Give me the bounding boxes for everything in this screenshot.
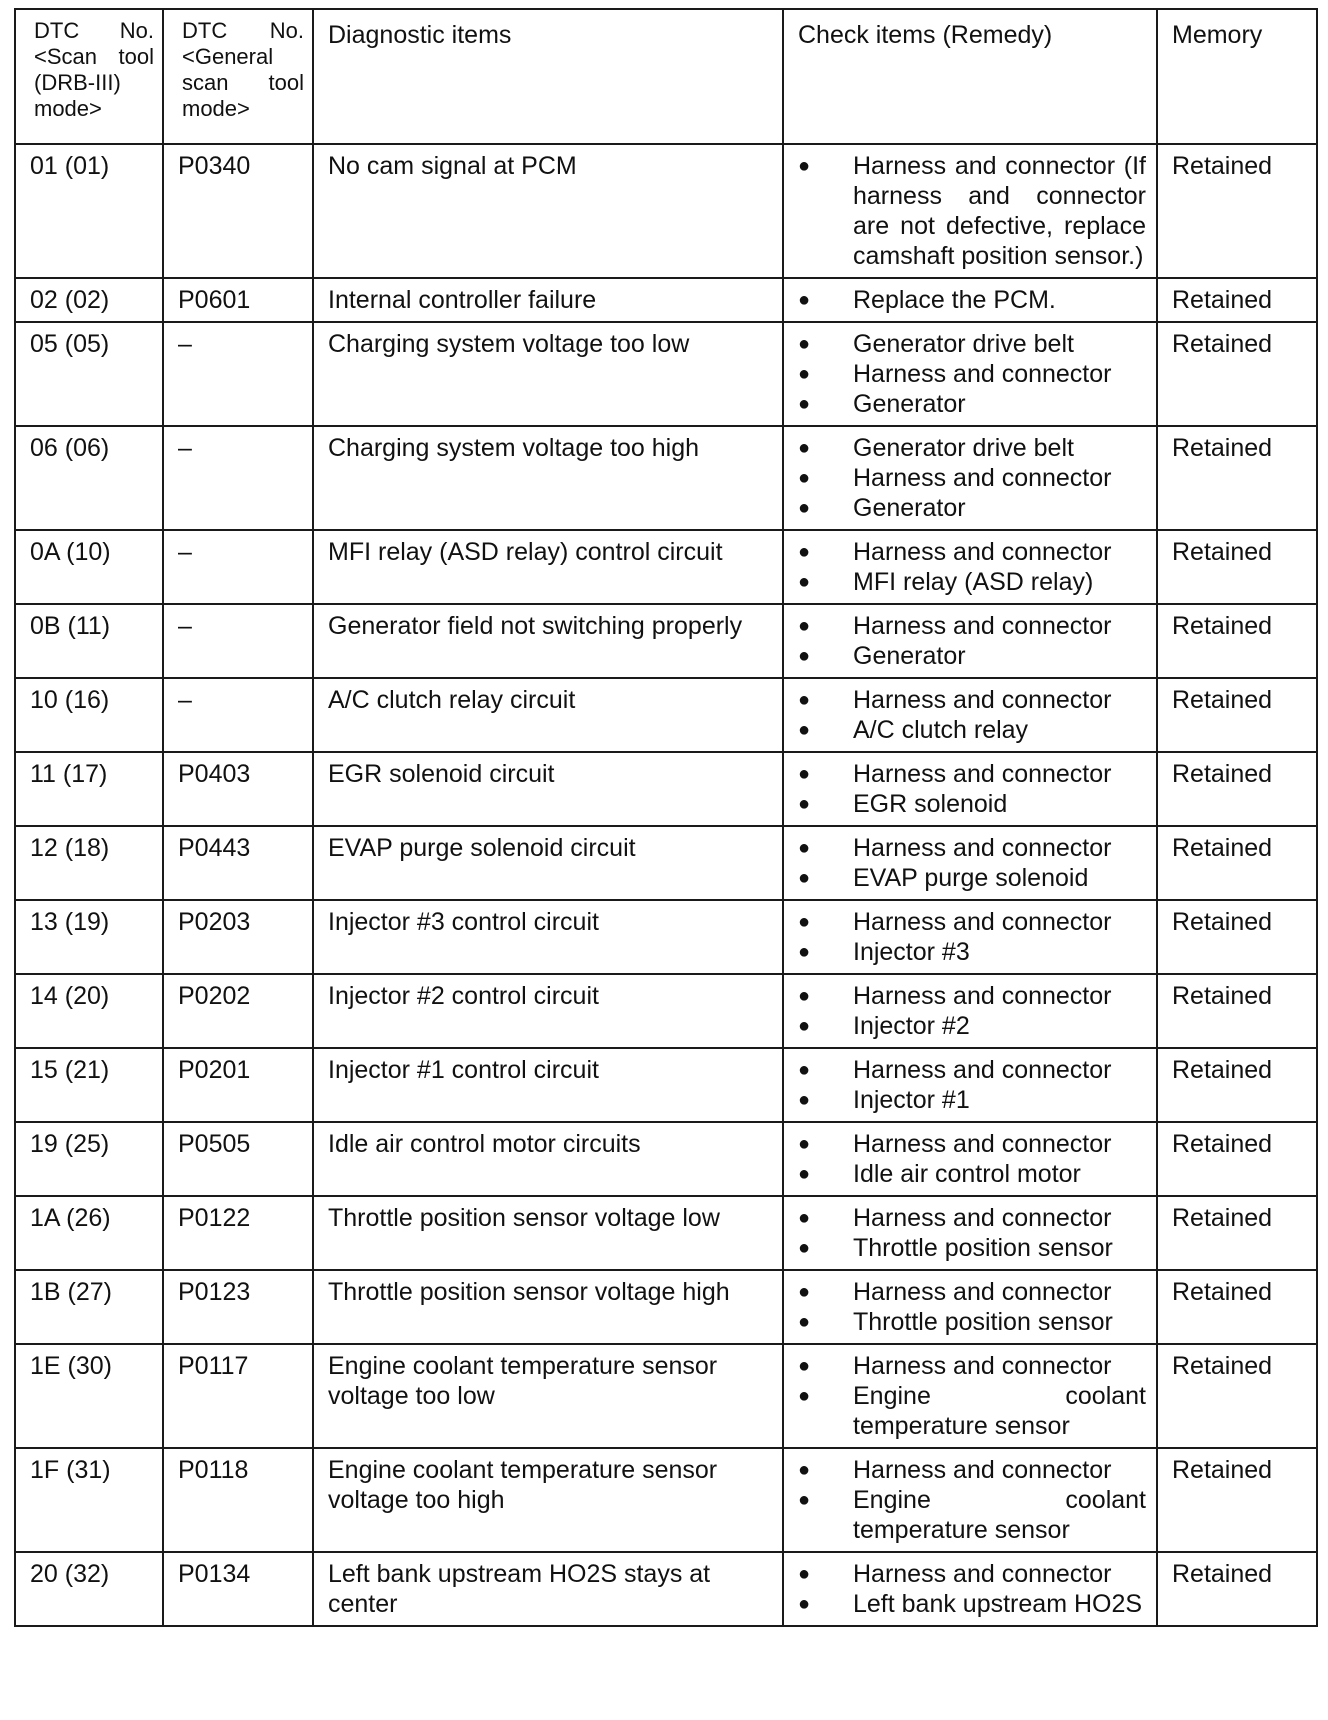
- dtc-code-cell: 01 (01): [15, 144, 163, 278]
- check-items-cell: [783, 1270, 1157, 1344]
- check-item: ● Harness and connector: [798, 685, 1146, 715]
- table-row: [15, 1344, 1317, 1448]
- dtc-code-cell: 02 (02): [15, 278, 163, 322]
- check-item: ● Harness and connector: [798, 611, 1146, 641]
- memory-cell: Retained: [1157, 1552, 1317, 1626]
- dtc-code-cell: 14 (20): [15, 974, 163, 1048]
- memory-cell: Retained: [1157, 144, 1317, 278]
- memory-cell: Retained: [1157, 1270, 1317, 1344]
- check-item: ● Harness and connector: [798, 981, 1146, 1011]
- check-items-list: [798, 1559, 1146, 1619]
- obd-code-cell: P0203: [163, 900, 313, 974]
- check-item: ● Harness and connector: [798, 537, 1146, 567]
- diagnostic-item-cell: Charging system voltage too high: [313, 426, 783, 530]
- check-item: ● Generator drive belt: [798, 329, 1146, 359]
- obd-code-cell: P0403: [163, 752, 313, 826]
- memory-cell: Retained: [1157, 974, 1317, 1048]
- memory-cell: Retained: [1157, 826, 1317, 900]
- check-item: ● EVAP purge solenoid: [798, 863, 1146, 893]
- diagnostic-item-cell: Injector #3 control circuit: [313, 900, 783, 974]
- diagnostic-item-cell: EVAP purge solenoid circuit: [313, 826, 783, 900]
- obd-code-cell: –: [163, 604, 313, 678]
- check-item: ● Harness and connector: [798, 1351, 1146, 1381]
- obd-code-cell: P0134: [163, 1552, 313, 1626]
- dtc-code-cell: 0B (11): [15, 604, 163, 678]
- obd-code-cell: P0443: [163, 826, 313, 900]
- check-item: ● Harness and connector: [798, 359, 1146, 389]
- dtc-code-cell: 15 (21): [15, 1048, 163, 1122]
- dtc-code-cell: 11 (17): [15, 752, 163, 826]
- check-items-cell: [783, 752, 1157, 826]
- memory-cell: Retained: [1157, 1122, 1317, 1196]
- check-items-cell: [783, 1344, 1157, 1448]
- check-items-list: [798, 833, 1146, 893]
- diagnostic-item-cell: Internal controller failure: [313, 278, 783, 322]
- diagnostic-item-cell: Generator field not switching properly: [313, 604, 783, 678]
- dtc-code-cell: 0A (10): [15, 530, 163, 604]
- obd-code-cell: P0118: [163, 1448, 313, 1552]
- check-item: ● Engine coolant temperature sensor: [798, 1485, 1146, 1545]
- check-items-list: [798, 981, 1146, 1041]
- dtc-code-cell: 20 (32): [15, 1552, 163, 1626]
- obd-code-cell: –: [163, 322, 313, 426]
- dtc-code-cell: 13 (19): [15, 900, 163, 974]
- check-item: ● Injector #1: [798, 1085, 1146, 1115]
- dtc-code-cell: 1E (30): [15, 1344, 163, 1448]
- check-item: ● Generator: [798, 389, 1146, 419]
- check-items-cell: [783, 1552, 1157, 1626]
- table-row: [15, 752, 1317, 826]
- check-item: ● Harness and connector: [798, 1277, 1146, 1307]
- check-items-list: [798, 537, 1146, 597]
- table-row: [15, 900, 1317, 974]
- check-item: ● Harness and connector: [798, 833, 1146, 863]
- check-item: ● Harness and connector: [798, 1455, 1146, 1485]
- check-items-cell: [783, 144, 1157, 278]
- table-row: [15, 530, 1317, 604]
- check-items-list: [798, 685, 1146, 745]
- check-item: ● EGR solenoid: [798, 789, 1146, 819]
- header-check-items: Check items (Remedy): [783, 9, 1157, 144]
- check-item: ● Injector #2: [798, 1011, 1146, 1041]
- obd-code-cell: –: [163, 530, 313, 604]
- dtc-code-cell: 1F (31): [15, 1448, 163, 1552]
- check-items-list: [798, 759, 1146, 819]
- diagnostic-item-cell: EGR solenoid circuit: [313, 752, 783, 826]
- diagnostic-item-cell: Throttle position sensor voltage low: [313, 1196, 783, 1270]
- check-items-list: [798, 1455, 1146, 1545]
- check-items-list: [798, 1203, 1146, 1263]
- diagnostic-item-cell: No cam signal at PCM: [313, 144, 783, 278]
- diagnostic-item-cell: Left bank upstream HO2S stays at center: [313, 1552, 783, 1626]
- obd-code-cell: P0340: [163, 144, 313, 278]
- dtc-code-cell: 1A (26): [15, 1196, 163, 1270]
- check-items-list: [798, 1129, 1146, 1189]
- check-item: ● Harness and connector: [798, 759, 1146, 789]
- memory-cell: Retained: [1157, 752, 1317, 826]
- dtc-code-cell: 1B (27): [15, 1270, 163, 1344]
- check-item: ● Idle air control motor: [798, 1159, 1146, 1189]
- check-items-list: [798, 151, 1146, 271]
- check-item: ● Injector #3: [798, 937, 1146, 967]
- dtc-code-cell: 19 (25): [15, 1122, 163, 1196]
- check-items-cell: [783, 322, 1157, 426]
- check-items-list: [798, 907, 1146, 967]
- check-items-cell: [783, 974, 1157, 1048]
- diagnostic-item-cell: Charging system voltage too low: [313, 322, 783, 426]
- dtc-table: [14, 8, 1318, 1627]
- check-items-cell: [783, 278, 1157, 322]
- obd-code-cell: P0123: [163, 1270, 313, 1344]
- memory-cell: Retained: [1157, 1344, 1317, 1448]
- check-item: ● Generator: [798, 641, 1146, 671]
- obd-code-cell: P0202: [163, 974, 313, 1048]
- memory-cell: Retained: [1157, 1048, 1317, 1122]
- check-item: ● Generator drive belt: [798, 433, 1146, 463]
- diagnostic-item-cell: Injector #1 control circuit: [313, 1048, 783, 1122]
- check-item: ● Engine coolant temperature sensor: [798, 1381, 1146, 1441]
- check-items-cell: [783, 900, 1157, 974]
- table-row: [15, 826, 1317, 900]
- table-body: [15, 144, 1317, 1626]
- check-items-cell: [783, 1448, 1157, 1552]
- table-row: [15, 1448, 1317, 1552]
- check-items-cell: [783, 1122, 1157, 1196]
- obd-code-cell: –: [163, 426, 313, 530]
- memory-cell: Retained: [1157, 322, 1317, 426]
- obd-code-cell: P0122: [163, 1196, 313, 1270]
- diagnostic-item-cell: Injector #2 control circuit: [313, 974, 783, 1048]
- check-item: ● Harness and connector: [798, 1055, 1146, 1085]
- table-row: [15, 1196, 1317, 1270]
- memory-cell: Retained: [1157, 604, 1317, 678]
- table-row: [15, 144, 1317, 278]
- header-dtc-scan-tool: DTC No. <Scan tool (DRB-III) mode>: [15, 9, 163, 144]
- header-diagnostic-items: Diagnostic items: [313, 9, 783, 144]
- memory-cell: Retained: [1157, 1448, 1317, 1552]
- check-items-list: [798, 1351, 1146, 1441]
- dtc-code-cell: 05 (05): [15, 322, 163, 426]
- check-items-cell: [783, 604, 1157, 678]
- obd-code-cell: P0505: [163, 1122, 313, 1196]
- table-row: [15, 678, 1317, 752]
- diagnostic-item-cell: A/C clutch relay circuit: [313, 678, 783, 752]
- check-item: ● Harness and connector (If harness and connector are not defective, replace camshaft position sensor.): [798, 151, 1146, 271]
- diagnostic-item-cell: MFI relay (ASD relay) control circuit: [313, 530, 783, 604]
- header-dtc-general-scan-tool: DTC No. <General scan tool mode>: [163, 9, 313, 144]
- diagnostic-item-cell: Engine coolant temperature sensor voltage too low: [313, 1344, 783, 1448]
- check-items-list: [798, 285, 1146, 315]
- table-row: [15, 322, 1317, 426]
- memory-cell: Retained: [1157, 530, 1317, 604]
- check-item: ● Harness and connector: [798, 1559, 1146, 1589]
- check-item: ● A/C clutch relay: [798, 715, 1146, 745]
- table-row: [15, 1048, 1317, 1122]
- check-items-list: [798, 611, 1146, 671]
- table-header-row: [15, 9, 1317, 144]
- check-item: ● Throttle position sensor: [798, 1233, 1146, 1263]
- memory-cell: Retained: [1157, 426, 1317, 530]
- check-item: ● Throttle position sensor: [798, 1307, 1146, 1337]
- check-items-list: [798, 1055, 1146, 1115]
- dtc-code-cell: 06 (06): [15, 426, 163, 530]
- check-items-list: [798, 433, 1146, 523]
- check-item: ● Harness and connector: [798, 463, 1146, 493]
- dtc-code-cell: 12 (18): [15, 826, 163, 900]
- obd-code-cell: P0201: [163, 1048, 313, 1122]
- obd-code-cell: P0117: [163, 1344, 313, 1448]
- table-row: [15, 1122, 1317, 1196]
- dtc-code-cell: 10 (16): [15, 678, 163, 752]
- table-row: [15, 1270, 1317, 1344]
- check-items-cell: [783, 1048, 1157, 1122]
- memory-cell: Retained: [1157, 900, 1317, 974]
- check-item: ● Generator: [798, 493, 1146, 523]
- check-item: ● Replace the PCM.: [798, 285, 1146, 315]
- memory-cell: Retained: [1157, 678, 1317, 752]
- table-row: [15, 278, 1317, 322]
- check-item: ● Harness and connector: [798, 1129, 1146, 1159]
- table-row: [15, 426, 1317, 530]
- check-items-cell: [783, 426, 1157, 530]
- diagnostic-item-cell: Idle air control motor circuits: [313, 1122, 783, 1196]
- diagnostic-item-cell: Engine coolant temperature sensor voltage too high: [313, 1448, 783, 1552]
- check-items-list: [798, 1277, 1146, 1337]
- check-item: ● Harness and connector: [798, 1203, 1146, 1233]
- check-item: ● Left bank upstream HO2S: [798, 1589, 1146, 1619]
- header-memory: Memory: [1157, 9, 1317, 144]
- check-item: ● MFI relay (ASD relay): [798, 567, 1146, 597]
- check-item: ● Harness and connector: [798, 907, 1146, 937]
- check-items-cell: [783, 530, 1157, 604]
- check-items-list: [798, 329, 1146, 419]
- table-row: [15, 1552, 1317, 1626]
- table-row: [15, 974, 1317, 1048]
- memory-cell: Retained: [1157, 1196, 1317, 1270]
- obd-code-cell: –: [163, 678, 313, 752]
- obd-code-cell: P0601: [163, 278, 313, 322]
- diagnostic-item-cell: Throttle position sensor voltage high: [313, 1270, 783, 1344]
- check-items-cell: [783, 678, 1157, 752]
- check-items-cell: [783, 1196, 1157, 1270]
- memory-cell: Retained: [1157, 278, 1317, 322]
- table-row: [15, 604, 1317, 678]
- check-items-cell: [783, 826, 1157, 900]
